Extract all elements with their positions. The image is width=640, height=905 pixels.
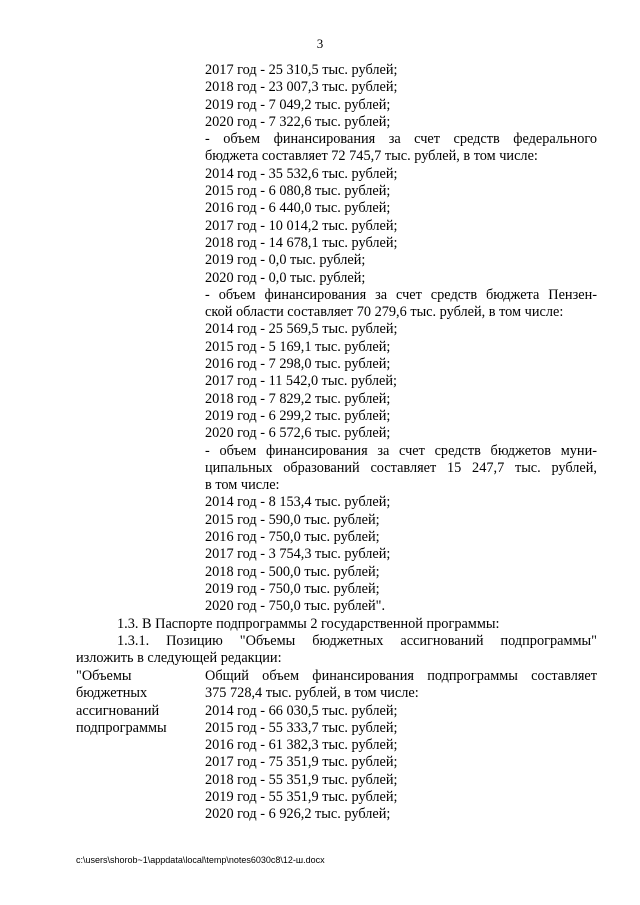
text-line: 2020 год - 6 572,6 тыс. рублей; [205, 425, 391, 442]
text-line: ской области составляет 70 279,6 тыс. рублей, в том числе: [205, 304, 564, 321]
text-line: 2018 год - 14 678,1 тыс. рублей; [205, 234, 398, 251]
paragraph-1-3-1-continued: изложить в следующей редакции: [76, 650, 282, 666]
text-line: бюджета составляет 72 745,7 тыс. рублей, в том числе: [205, 148, 538, 165]
text-line: 2017 год - 75 351,9 тыс. рублей; [205, 754, 398, 771]
file-path-footer: c:\users\shorob~1\appdata\local\temp\notes6030c8\12-ш.docx [76, 855, 325, 865]
paragraph-1-3-1: 1.3.1. Позицию "Объемы бюджетных ассигнований подпрограммы" [117, 633, 597, 649]
text-line: Общий объем финансирования подпрограммы составляет [205, 668, 597, 684]
text-line: 2015 год - 55 333,7 тыс. рублей; [205, 719, 398, 736]
funding-list-block [205, 62, 597, 616]
label-line: подпрограммы [76, 719, 167, 736]
text-line: 2014 год - 66 030,5 тыс. рублей; [205, 702, 398, 719]
text-line: 2017 год - 11 542,0 тыс. рублей; [205, 373, 397, 390]
text-line: 2015 год - 5 169,1 тыс. рублей; [205, 338, 391, 355]
text-line: 2019 год - 6 299,2 тыс. рублей; [205, 407, 391, 424]
text-line: 2015 год - 6 080,8 тыс. рублей; [205, 183, 391, 200]
text-line: 2014 год - 8 153,4 тыс. рублей; [205, 494, 391, 511]
text-line: 2020 год - 6 926,2 тыс. рублей; [205, 806, 391, 823]
label-line: "Объемы [76, 668, 132, 684]
text-line: в том числе: [205, 477, 280, 494]
text-line: 2016 год - 750,0 тыс. рублей; [205, 529, 380, 546]
text-line: 2014 год - 25 569,5 тыс. рублей; [205, 321, 398, 338]
label-line: ассигнований [76, 702, 160, 719]
text-line: 2017 год - 10 014,2 тыс. рублей; [205, 217, 398, 234]
paragraph-1-3: 1.3. В Паспорте подпрограммы 2 государственной программы: [117, 616, 500, 632]
text-line: - объем финансирования за счет средств бюджетов муни- [205, 442, 597, 459]
text-line: 375 728,4 тыс. рублей, в том числе: [205, 685, 419, 702]
text-line: 2019 год - 55 351,9 тыс. рублей; [205, 789, 398, 806]
page-number: 3 [316, 36, 324, 51]
text-line: 2017 год - 3 754,3 тыс. рублей; [205, 546, 391, 563]
text-line: 2017 год - 25 310,5 тыс. рублей; [205, 62, 398, 78]
text-line: 2019 год - 0,0 тыс. рублей; [205, 252, 366, 269]
text-line: 2020 год - 750,0 тыс. рублей". [205, 598, 386, 615]
text-line: 2016 год - 6 440,0 тыс. рублей; [205, 200, 391, 217]
text-line: 2014 год - 35 532,6 тыс. рублей; [205, 165, 398, 182]
text-line: 2018 год - 7 829,2 тыс. рублей; [205, 390, 391, 407]
text-line: 2020 год - 0,0 тыс. рублей; [205, 269, 366, 286]
text-line: 2016 год - 7 298,0 тыс. рублей; [205, 356, 391, 373]
text-line: 2016 год - 61 382,3 тыс. рублей; [205, 737, 398, 754]
text-line: ципальных образований составляет 15 247,7 тыс. рублей, [205, 459, 597, 476]
subprogram-funding-block [205, 668, 597, 824]
text-line: 2020 год - 7 322,6 тыс. рублей; [205, 113, 391, 130]
text-line: 2018 год - 55 351,9 тыс. рублей; [205, 771, 398, 788]
label-line: бюджетных [76, 685, 148, 702]
text-line: - объем финансирования за счет средств федерального [205, 131, 597, 148]
position-label [76, 668, 201, 737]
text-line: 2018 год - 500,0 тыс. рублей; [205, 563, 380, 580]
text-line: 2019 год - 750,0 тыс. рублей; [205, 580, 380, 597]
text-line: 2019 год - 7 049,2 тыс. рублей; [205, 96, 391, 113]
text-line: 2015 год - 590,0 тыс. рублей; [205, 511, 380, 528]
text-line: 2018 год - 23 007,3 тыс. рублей; [205, 79, 398, 96]
text-line: - объем финансирования за счет средств бюджета Пензен- [205, 286, 597, 303]
